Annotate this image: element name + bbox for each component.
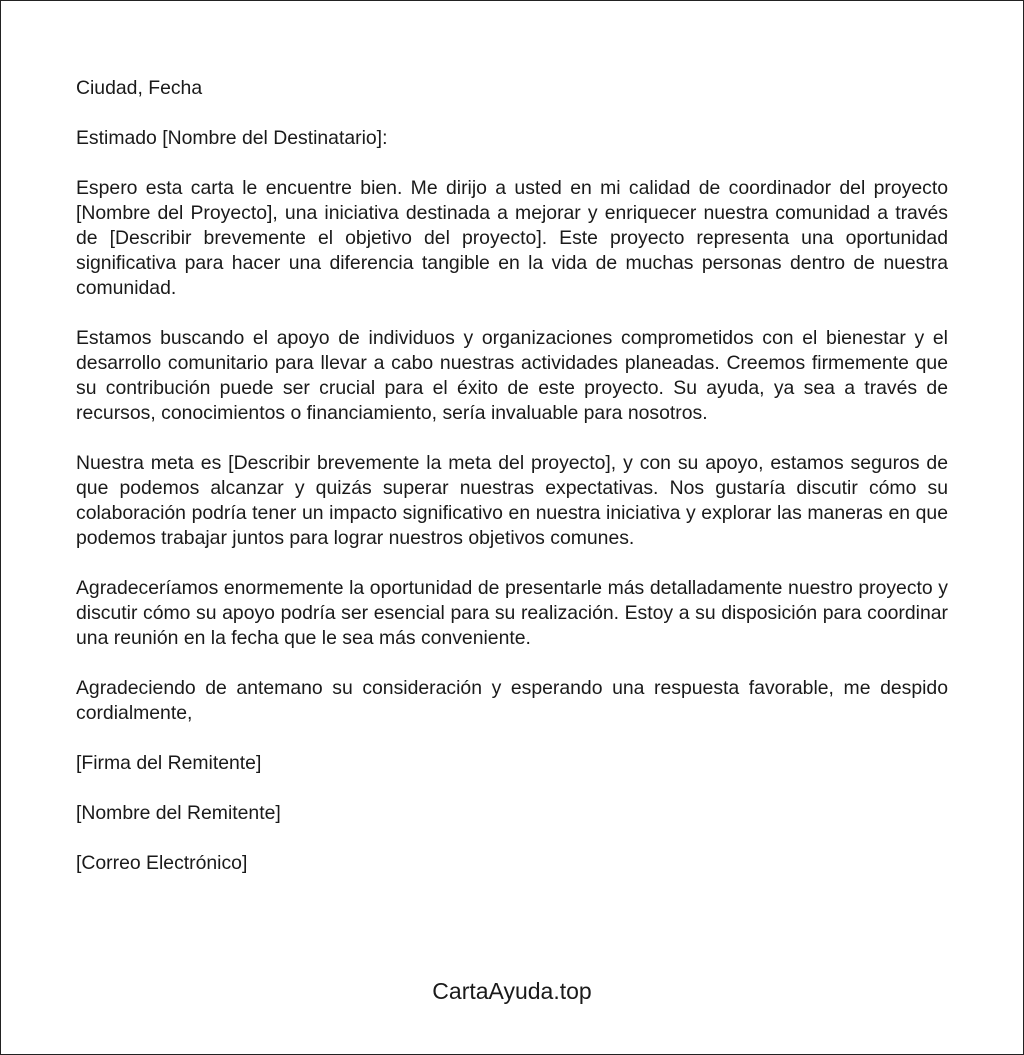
place-date: Ciudad, Fecha [76,77,203,99]
paragraph-intro: Espero esta carta le encuentre bien. Me dirijo a usted en mi calidad de coordinador del proyecto [Nombre del Proyecto], una iniciativa destinada a mejorar y enriquecer nuestra comunidad a través de [Describir brevemente el objetivo del proyecto]. Este proyecto representa una oportunidad significativa para hacer una diferencia tangible en la vida de muchas personas dentro de nuestra comunidad. [76,177,948,299]
sender-name: [Nombre del Remitente] [76,802,281,824]
paragraph-meeting: Agradeceríamos enormemente la oportunidad de presentarle más detalladamente nuestro proyecto y discutir cómo su apoyo podría ser esencial para su realización. Estoy a su disposición para coordinar una reunión en la fecha que le sea más conveniente. [76,577,948,649]
paragraph-support: Estamos buscando el apoyo de individuos y organizaciones comprometidos con el bienestar y el desarrollo comunitario para llevar a cabo nuestras actividades planeadas. Creemos firmemente que su contribución puede ser crucial para el éxito de este proyecto. Su ayuda, ya sea a través de recursos, conocimientos o financiamiento, sería invaluable para nosotros. [76,327,948,424]
letter-body [76,76,948,901]
site-footer: CartaAyuda.top [432,978,592,1004]
paragraph-goal: Nuestra meta es [Describir brevemente la meta del proyecto], y con su apoyo, estamos seguros de que podemos alcanzar y quizás superar nuestras expectativas. Nos gustaría discutir cómo su colaboración podría tener un impacto significativo en nuestra iniciativa y explorar las maneras en que podemos trabajar juntos para lograr nuestros objetivos comunes. [76,452,948,549]
signature: [Firma del Remitente] [76,752,262,774]
greeting: Estimado [Nombre del Destinatario]: [76,127,388,149]
sender-email: [Correo Electrónico] [76,852,248,874]
paragraph-closing: Agradeciendo de antemano su consideración y esperando una respuesta favorable, me despido cordialmente, [76,677,948,724]
